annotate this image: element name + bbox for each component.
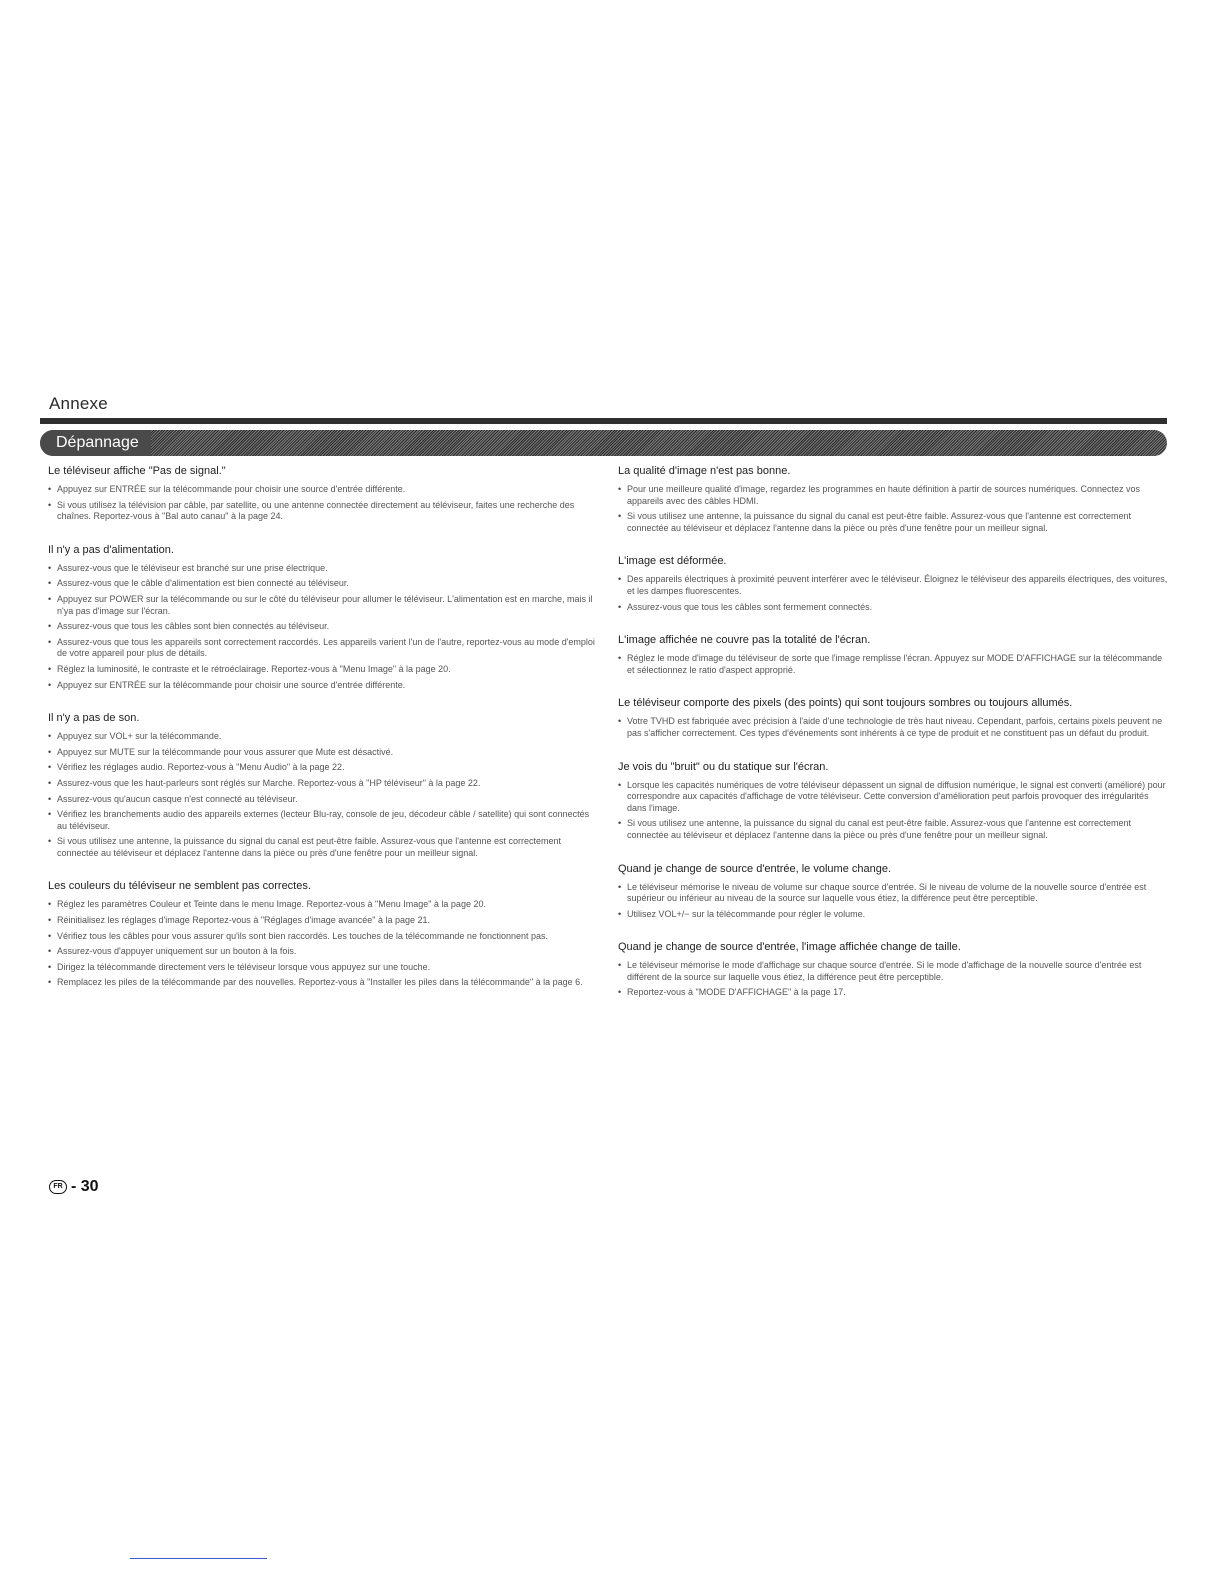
language-badge: FR	[49, 1180, 67, 1194]
bottom-link-line	[130, 1558, 267, 1559]
list-item: • Assurez-vous que tous les câbles sont bien connectés au téléviseur.	[48, 621, 600, 633]
topic-list	[618, 780, 1170, 842]
list-item: • Si vous utilisez une antenne, la puissance du signal du canal est peut-être faible. Assurez-vous que l'antenne est correctement connectée au téléviseur et déplacez l'antenne dans la pièce ou près d'une fenêtre pour un meilleur signal.	[48, 836, 600, 859]
page-number-text: - 30	[71, 1178, 99, 1195]
right-column	[618, 464, 1170, 1019]
topic-title: Il n'y a pas de son.	[48, 712, 140, 725]
topic-title: La qualité d'image n'est pas bonne.	[618, 465, 791, 477]
section-banner	[40, 430, 1167, 456]
topic-list	[618, 882, 1170, 921]
troubleshooting-topic	[618, 464, 1170, 534]
topic-list	[618, 484, 1170, 534]
topic-title: Le téléviseur comporte des pixels (des points) qui sont toujours sombres ou toujours allumés.	[618, 697, 1073, 710]
list-item: • Utilisez VOL+/− sur la télécommande pour régler le volume.	[618, 909, 1170, 921]
list-item: • Appuyez sur MUTE sur la télécommande pour vous assurer que Mute est désactivé.	[48, 747, 600, 759]
banner-title: Dépannage	[40, 430, 151, 456]
list-item: • Remplacez les piles de la télécommande par des nouvelles. Reportez-vous à "Installer les piles dans la télécommande" à la page 6.	[48, 977, 600, 989]
troubleshooting-topic	[618, 760, 1170, 842]
section-title: Annexe	[49, 394, 108, 413]
list-item: • Votre TVHD est fabriquée avec précision à l'aide d'une technologie de très haut niveau. Cependant, parfois, certains pixels peuvent ne pas s'afficher correctement. Ces types d'événements sont inhérents à ce type de produit et ne constituent pas un défaut du produit.	[618, 716, 1170, 739]
list-item: • Pour une meilleure qualité d'image, regardez les programmes en haute définition à partir de sources numériques. Connectez vos appareils avec des câbles HDMI.	[618, 484, 1170, 507]
list-item: • Réglez le mode d'image du téléviseur de sorte que l'image remplisse l'écran. Appuyez sur MODE D'AFFICHAGE sur la télécommande et sélectionnez le ratio d'aspect approprié.	[618, 653, 1170, 676]
list-item: • Si vous utilisez une antenne, la puissance du signal du canal est peut-être faible. Assurez-vous que l'antenne est correctement connectée au téléviseur et déplacez l'antenne dans la pièce ou près d'une fenêtre pour un meilleur signal.	[618, 818, 1170, 841]
list-item: • Réglez les paramètres Couleur et Teinte dans le menu Image. Reportez-vous à "Menu Image" à la page 20.	[48, 899, 600, 911]
list-item: • Assurez-vous que tous les câbles sont fermement connectés.	[618, 602, 1170, 614]
troubleshooting-topic	[618, 940, 1170, 999]
topic-list	[618, 716, 1170, 739]
troubleshooting-topic	[48, 464, 600, 523]
troubleshooting-topic	[48, 711, 600, 859]
list-item: • Assurez-vous que tous les appareils sont correctement raccordés. Les appareils varient l'un de l'autre, reportez-vous au mode d'emploi de votre appareil pour plus de détails.	[48, 637, 600, 660]
list-item: • Assurez-vous que les haut-parleurs sont réglés sur Marche. Reportez-vous à "HP téléviseur" à la page 22.	[48, 778, 600, 790]
list-item: • Le téléviseur mémorise le niveau de volume sur chaque source d'entrée. Si le niveau de volume de la nouvelle source d'entrée est supérieur ou inférieur au niveau de la source sur laquelle vous étiez, la différence peut être perceptible.	[618, 882, 1170, 905]
list-item: • Vérifiez les réglages audio. Reportez-vous à "Menu Audio" à la page 22.	[48, 762, 600, 774]
topic-title: L'image affichée ne couvre pas la totalité de l'écran.	[618, 634, 871, 647]
topic-title: Quand je change de source d'entrée, le volume change.	[618, 862, 892, 875]
list-item: • Appuyez sur POWER sur la télécommande ou sur le côté du téléviseur pour allumer le téléviseur. L'alimentation est en marche, mais il n'ya pas d'image sur l'écran.	[48, 594, 600, 617]
troubleshooting-topic	[618, 554, 1170, 613]
topic-title: Le téléviseur affiche "Pas de signal."	[48, 465, 226, 477]
topic-list	[48, 731, 600, 859]
topic-list	[618, 574, 1170, 613]
left-column	[48, 464, 600, 1009]
page-number	[49, 1178, 99, 1196]
list-item: • Réglez la luminosité, le contraste et le rétroéclairage. Reportez-vous à "Menu Image" à la page 20.	[48, 664, 600, 676]
list-item: • Si vous utilisez une antenne, la puissance du signal du canal est peut-être faible. Assurez-vous que l'antenne est correctement connectée au téléviseur et déplacez l'antenne dans la pièce ou près d'une fenêtre pour un meilleur signal.	[618, 511, 1170, 534]
list-item: • Assurez-vous que le téléviseur est branché sur une prise électrique.	[48, 563, 600, 575]
topic-title: Je vois du "bruit" ou du statique sur l'écran.	[618, 760, 829, 773]
list-item: • Vérifiez tous les câbles pour vous assurer qu'ils sont bien raccordés. Les touches de la télécommande ne fonctionnent pas.	[48, 931, 600, 943]
topic-list	[48, 484, 600, 523]
list-item: • Assurez-vous d'appuyer uniquement sur un bouton à la fois.	[48, 946, 600, 958]
list-item: • Appuyez sur ENTRÉE sur la télécommande pour choisir une source d'entrée différente.	[48, 484, 600, 496]
list-item: • Réinitialisez les réglages d'image Reportez-vous à "Réglages d'image avancée" à la page 21.	[48, 915, 600, 927]
troubleshooting-topic	[618, 862, 1170, 921]
topic-list	[618, 653, 1170, 676]
list-item: • Si vous utilisez la télévision par câble, par satellite, ou une antenne connectée directement au téléviseur, faites une recherche des chaînes. Reportez-vous à "Bal auto canau" à la page 24.	[48, 500, 600, 523]
header-rule	[40, 418, 1167, 424]
list-item: • Des appareils électriques à proximité peuvent interférer avec le téléviseur. Éloignez le téléviseur des appareils électriques, des voitures, et les dampes fluorescentes.	[618, 574, 1170, 597]
list-item: • Le téléviseur mémorise le mode d'affichage sur chaque source d'entrée. Si le mode d'affichage de la nouvelle source d'entrée est différent de la source sur laquelle vous étiez, la différence peut être perceptible.	[618, 960, 1170, 983]
list-item: • Assurez-vous que le câble d'alimentation est bien connecté au téléviseur.	[48, 578, 600, 590]
list-item: • Appuyez sur ENTRÉE sur la télécommande pour choisir une source d'entrée différente.	[48, 680, 600, 692]
topic-list	[48, 563, 600, 691]
list-item: • Vérifiez les branchements audio des appareils externes (lecteur Blu-ray, console de jeu, décodeur câble / satellite) qui sont connectés au téléviseur.	[48, 809, 600, 832]
topic-title: Il n'y a pas d'alimentation.	[48, 543, 174, 556]
list-item: • Reportez-vous à "MODE D'AFFICHAGE" à la page 17.	[618, 987, 1170, 999]
list-item: • Dirigez la télécommande directement vers le téléviseur lorsque vous appuyez sur une touche.	[48, 962, 600, 974]
topic-title: Quand je change de source d'entrée, l'image affichée change de taille.	[618, 941, 961, 954]
troubleshooting-topic	[48, 543, 600, 691]
topic-list	[48, 899, 600, 989]
troubleshooting-topic	[48, 879, 600, 989]
topic-title: L'image est déformée.	[618, 555, 727, 568]
troubleshooting-topic	[618, 696, 1170, 739]
topic-list	[618, 960, 1170, 999]
list-item: • Lorsque les capacités numériques de votre téléviseur dépassent un signal de diffusion numérique, le signal est converti (amélioré) pour correspondre aux capacités d'affichage de votre téléviseur. Cette conversion d'amélioration peut parfois provoquer des irrégularités dans l'image.	[618, 780, 1170, 815]
list-item: • Appuyez sur VOL+ sur la télécommande.	[48, 731, 600, 743]
troubleshooting-topic	[618, 633, 1170, 676]
list-item: • Assurez-vous qu'aucun casque n'est connecté au téléviseur.	[48, 794, 600, 806]
topic-title: Les couleurs du téléviseur ne semblent pas correctes.	[48, 880, 311, 893]
